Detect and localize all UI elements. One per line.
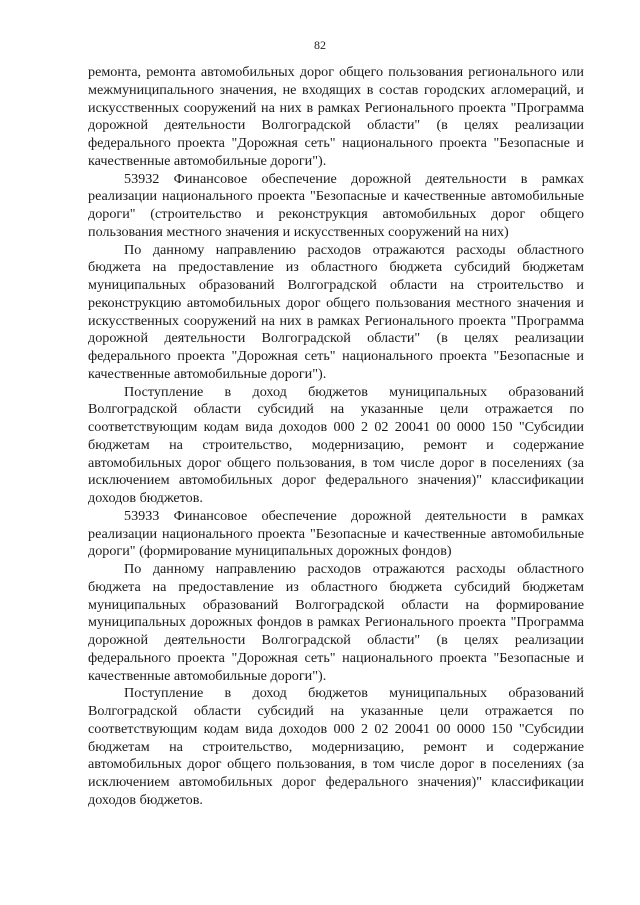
- paragraph-road-repair-continuation: ремонта, ремонта автомобильных дорог общего пользования регионального или межмуниципального значения, не входящих в состав городских агломераций, и искусственных сооружений на них в рамках Регионального проекта "Программа дорожной деятельности Волгоградской области" (в целях реализации федерального проекта "Дорожная сеть" национального проекта "Безопасные и качественные автомобильные дороги").: [88, 64, 584, 169]
- paragraph-53933-revenue: Поступление в доход бюджетов муниципальных образований Волгоградской области субсидий на указанные цели отражается по соответствующим кодам вида доходов 000 2 02 20041 00 0000 150 "Субсидии бюджетам на строительство, модернизацию, ремонт и содержание автомобильных дорог общего пользования, в том числе дорог в поселениях (за исключением автомобильных дорог федерального значения)" классификации доходов бюджетов.: [88, 685, 584, 808]
- page-number: 82: [314, 38, 326, 52]
- paragraph-53932-expenses: По данному направлению расходов отражаются расходы областного бюджета на предоставление из областного бюджета субсидий бюджетам муниципальных образований Волгоградской области на строительство и реконструкцию автомобильных дорог общего пользования местного значения и искусственных сооружений на них в рамках Регионального проекта "Программа дорожной деятельности Волгоградской области" (в целях реализации федерального проекта "Дорожная сеть" национального проекта "Безопасные и качественные автомобильные дороги").: [88, 241, 584, 382]
- paragraph-53933-heading: 53933 Финансовое обеспечение дорожной деятельности в рамках реализации национального проекта "Безопасные и качественные автомобильные дороги" (формирование муниципальных дорожных фондов): [88, 507, 584, 560]
- paragraph-53932-revenue: Поступление в доход бюджетов муниципальных образований Волгоградской области субсидий на указанные цели отражается по соответствующим кодам вида доходов 000 2 02 20041 00 0000 150 "Субсидии бюджетам на строительство, модернизацию, ремонт и содержание автомобильных дорог общего пользования, в том числе дорог в поселениях (за исключением автомобильных дорог федерального значения)" классификации доходов бюджетов.: [88, 383, 584, 506]
- paragraph-53933-expenses: По данному направлению расходов отражаются расходы областного бюджета на предоставление из областного бюджета субсидий бюджетам муниципальных образований Волгоградской области на формирование муниципальных дорожных фондов в рамках Регионального проекта "Программа дорожной деятельности Волгоградской области" (в целях реализации федерального проекта "Дорожная сеть" национального проекта "Безопасные и качественные автомобильные дороги").: [88, 561, 584, 684]
- paragraph-53932-heading: 53932 Финансовое обеспечение дорожной деятельности в рамках реализации национального проекта "Безопасные и качественные автомобильные дороги" (строительство и реконструкция автомобильных дорог общего пользования местного значения и искусственных сооружений на них): [88, 170, 584, 240]
- document-body: [88, 64, 584, 810]
